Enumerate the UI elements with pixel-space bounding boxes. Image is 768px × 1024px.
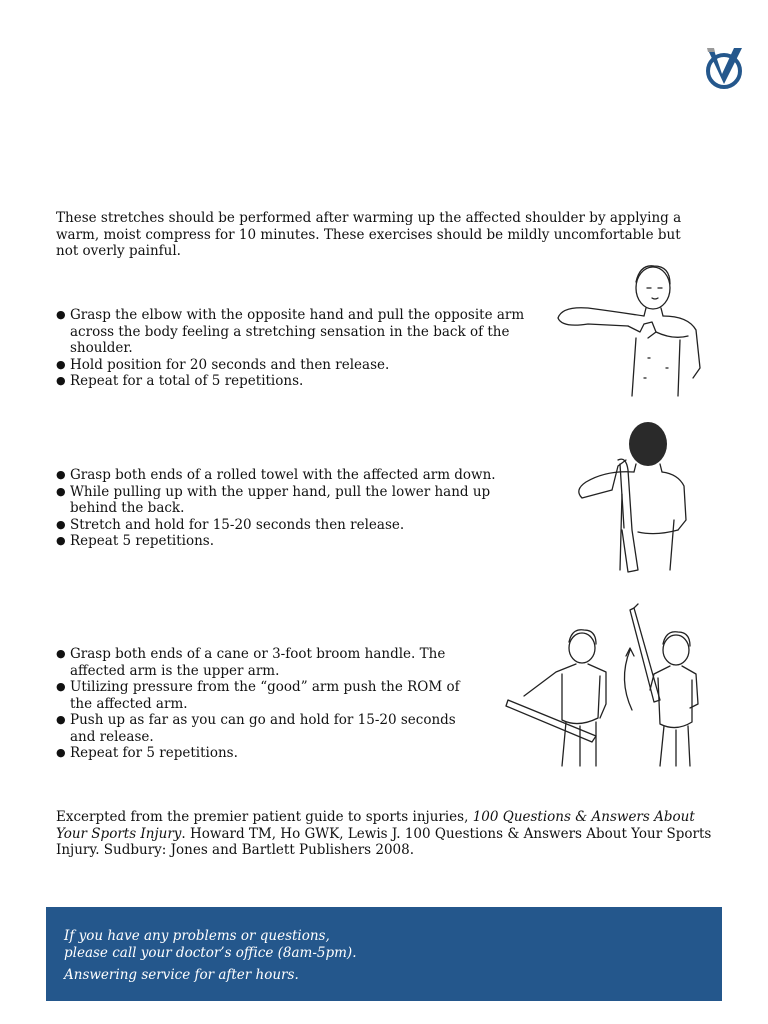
list-item: ● Repeat 5 repetitions. xyxy=(56,533,215,549)
list-item: ● Grasp the elbow with the opposite hand and pull the opposite arm across the body feeling a stretching sensation in the back of the shoulder. xyxy=(56,307,525,356)
cane-stretch-illustration xyxy=(500,600,712,772)
list-item: ● Repeat for 5 repetitions. xyxy=(56,745,238,761)
contact-line-3: Answering service for after hours. xyxy=(64,967,299,983)
book-title: 100 Questions & Answers About Your Sports Injury xyxy=(56,809,695,842)
bullet-list xyxy=(56,467,518,550)
bullet-icon: ● xyxy=(56,374,66,387)
list-item: ● Stretch and hold for 15-20 seconds then release. xyxy=(56,516,405,533)
list-item: ● Push up as far as you can go and hold for 15-20 seconds and release. xyxy=(56,712,456,745)
intro-paragraph: These stretches should be performed after warming up the affected shoulder by applying a warm, moist compress for 10 minutes. These exercises should be mildly uncomfortable but not overly painful. xyxy=(56,210,682,259)
list-item: ● Utilizing pressure from the “good” arm push the ROM of the affected arm. xyxy=(56,679,460,712)
bullet-icon: ● xyxy=(56,534,66,547)
list-item: ● Grasp both ends of a rolled towel with the affected arm down. xyxy=(56,467,496,483)
list-item: ● Hold position for 20 seconds and then release. xyxy=(56,356,390,373)
exercise-section-3 xyxy=(56,646,464,762)
bullet-icon: ● xyxy=(56,357,66,371)
bullet-icon: ● xyxy=(56,680,66,693)
bullet-icon: ● xyxy=(56,713,66,726)
bullet-icon: ● xyxy=(56,647,66,660)
list-item: ● Grasp both ends of a cane or 3-foot broom handle. The affected arm is the upper arm. xyxy=(56,646,446,679)
contact-banner xyxy=(46,907,722,1001)
check-v-logo-icon xyxy=(702,44,746,92)
bullet-icon: ● xyxy=(56,484,66,498)
bullet-list xyxy=(56,646,464,762)
bullet-icon: ● xyxy=(56,468,66,481)
contact-line-2: please call your doctor’s office (8am-5pm). xyxy=(64,945,357,961)
cross-body-stretch-illustration xyxy=(548,258,718,400)
citation-paragraph: Excerpted from the premier patient guide to sports injuries, 100 Questions & Answers About Your Sports Injury. Howard TM, Ho GWK, Lewis J. 100 Questions & Answers About Your Sports Injury. Sudbury: Jones and Bartlett Publishers 2008. xyxy=(56,809,712,858)
logo xyxy=(702,44,746,92)
exercise-section-2 xyxy=(56,467,518,550)
contact-line-1: If you have any problems or questions, xyxy=(64,928,330,944)
bullet-icon: ● xyxy=(56,308,66,321)
bullet-icon: ● xyxy=(56,517,66,531)
towel-stretch-illustration xyxy=(566,420,700,580)
list-item: ● While pulling up with the upper hand, pull the lower hand up behind the back. xyxy=(56,483,491,516)
bullet-icon: ● xyxy=(56,746,66,759)
bullet-list xyxy=(56,307,526,390)
exercise-section-1 xyxy=(56,307,526,390)
list-item: ● Repeat for a total of 5 repetitions. xyxy=(56,373,304,389)
